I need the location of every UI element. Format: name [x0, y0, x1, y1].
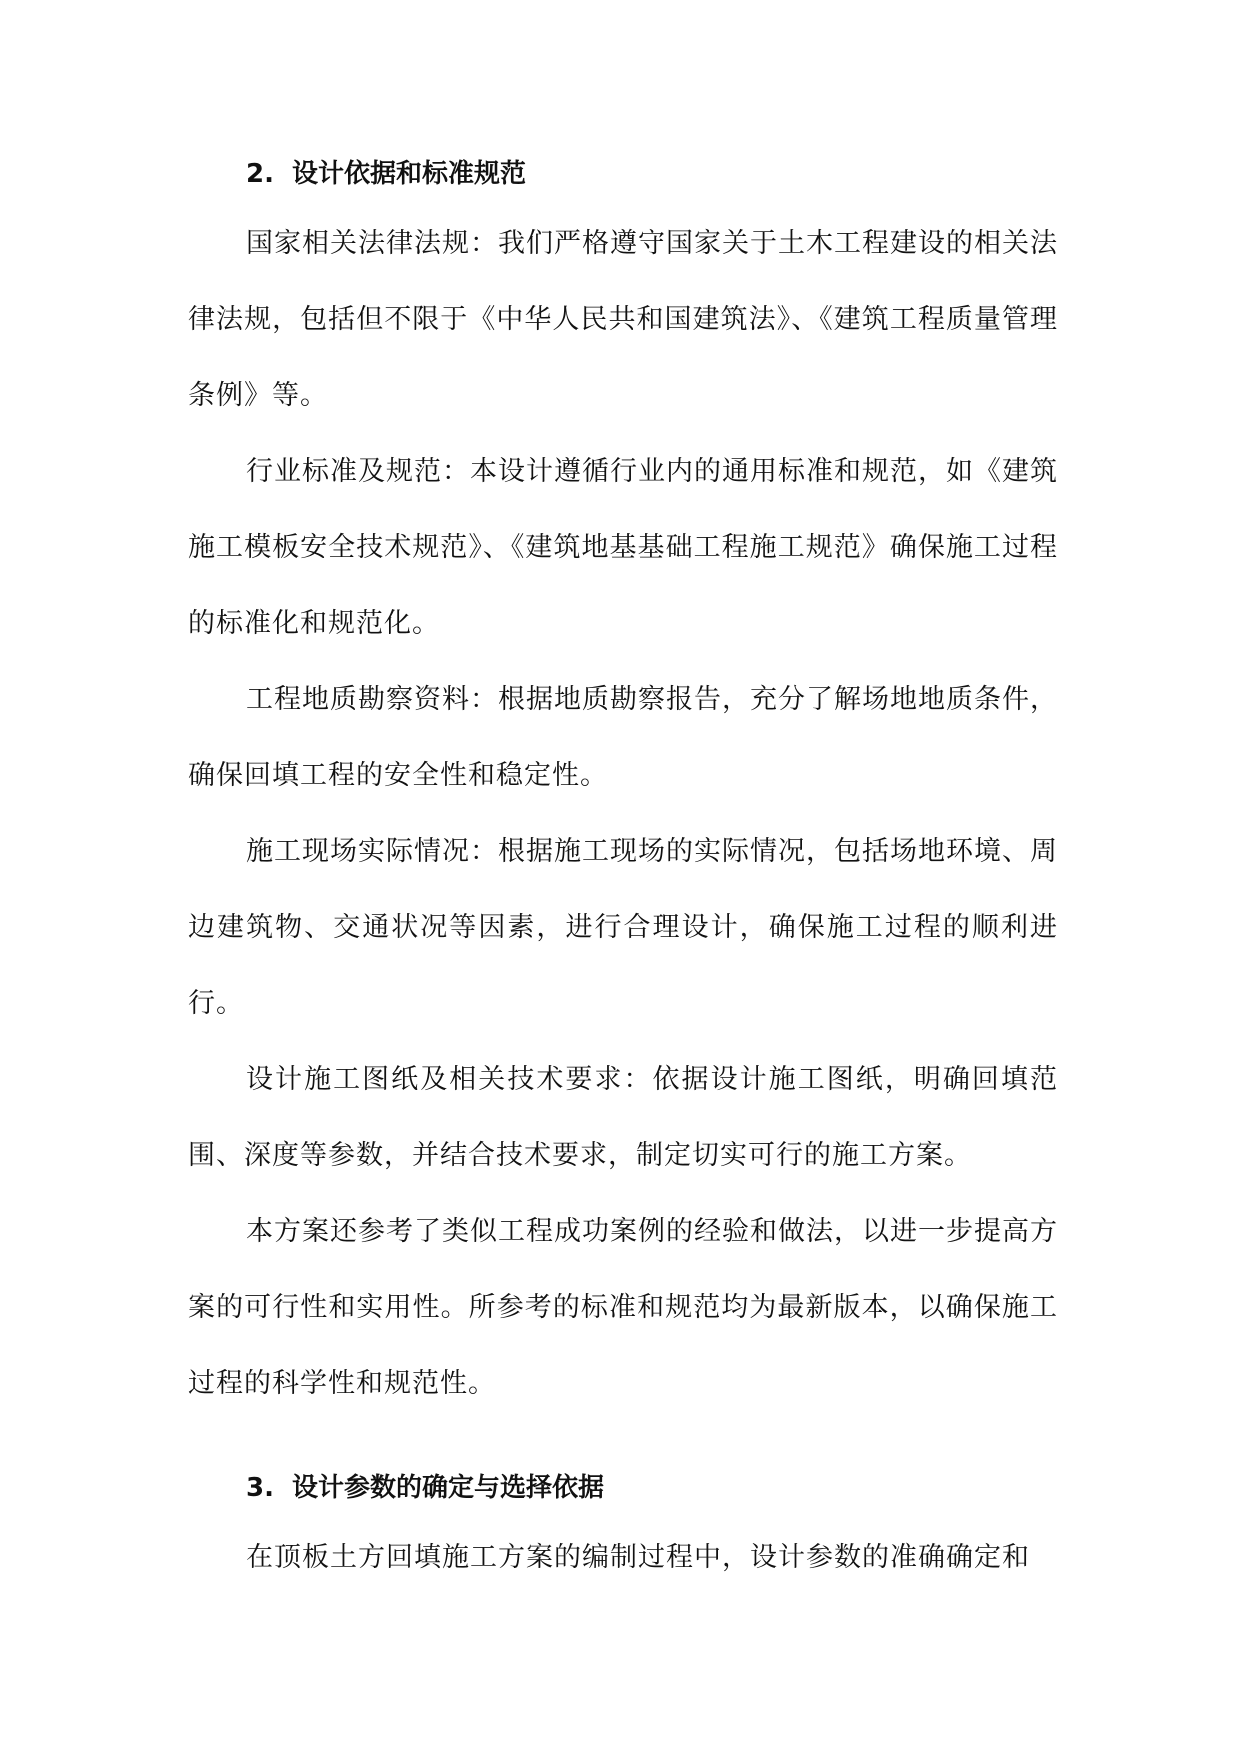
document-body: [188, 142, 1058, 1596]
section-title: 设计参数的确定与选择依据: [292, 1473, 605, 1503]
paragraph: 行业标准及规范：本设计遵循行业内的通用标准和规范，如《建筑施工模板安全技术规范》、《建筑地基基础工程施工规范》确保施工过程的标准化和规范化。: [188, 456, 1058, 639]
paragraph: 设计施工图纸及相关技术要求：依据设计施工图纸，明确回填范围、深度等参数，并结合技术要求，制定切实可行的施工方案。: [188, 1064, 1058, 1171]
section-heading: [188, 142, 1058, 206]
section-number: 3.: [246, 1473, 274, 1503]
paragraph: 本方案还参考了类似工程成功案例的经验和做法，以进一步提高方案的可行性和实用性。所参考的标准和规范均为最新版本，以确保施工过程的科学性和规范性。: [188, 1216, 1058, 1399]
section-title: 设计依据和标准规范: [292, 159, 527, 189]
paragraph: 施工现场实际情况：根据施工现场的实际情况，包括场地环境、周边建筑物、交通状况等因素，进行合理设计，确保施工过程的顺利进行。: [188, 836, 1058, 1019]
section-heading: [188, 1456, 1058, 1520]
paragraph: 在顶板土方回填施工方案的编制过程中，设计参数的准确确定和: [246, 1542, 1030, 1573]
section-spacer: [188, 1422, 1058, 1456]
paragraph: 工程地质勘察资料：根据地质勘察报告，充分了解场地地质条件，确保回填工程的安全性和稳定性。: [188, 684, 1058, 791]
paragraph: 国家相关法律法规：我们严格遵守国家关于土木工程建设的相关法律法规，包括但不限于《中华人民共和国建筑法》、《建筑工程质量管理条例》等。: [188, 228, 1058, 411]
section-number: 2.: [246, 159, 274, 189]
